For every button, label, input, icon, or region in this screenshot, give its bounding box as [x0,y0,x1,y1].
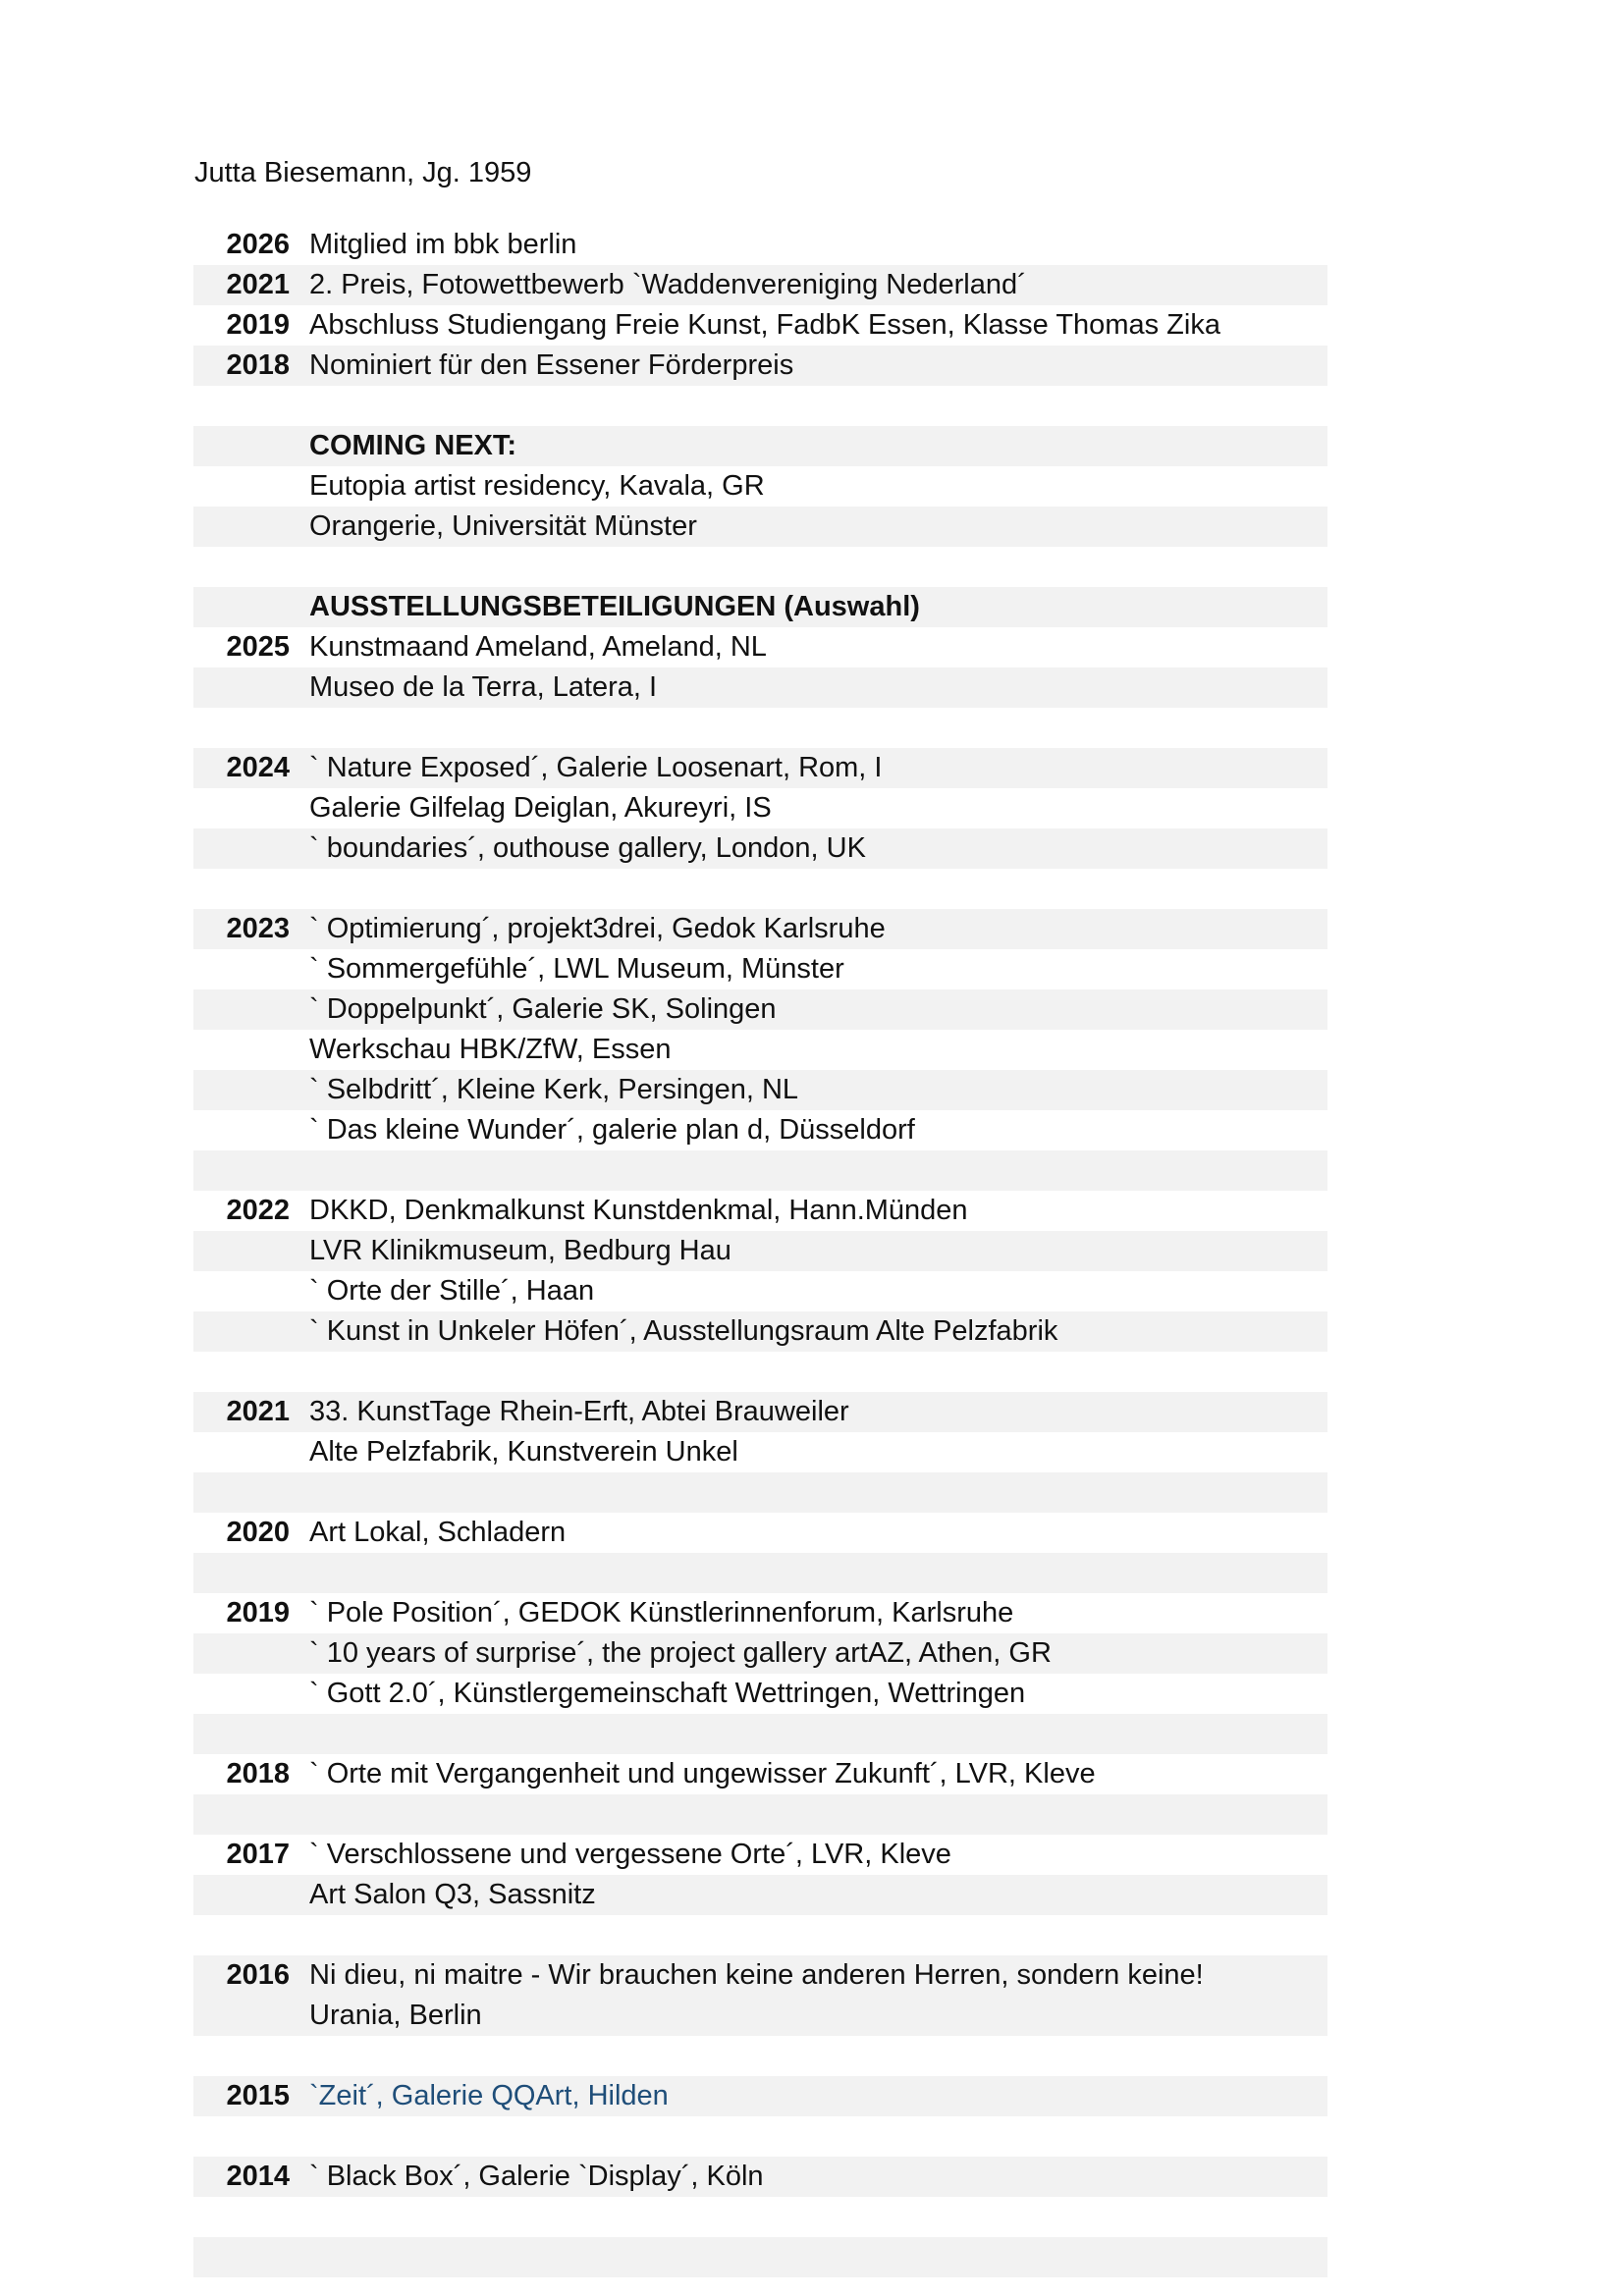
cv-row [193,1875,1327,1915]
cv-year: 2021 [226,1396,290,1427]
cv-row [193,2076,1327,2116]
cv-row [193,1070,1327,1110]
cv-row [193,667,1327,708]
cv-year: 2026 [226,229,290,260]
cv-entry-text: Urania, Berlin [309,2000,482,2031]
cv-entry-text: Art Salon Q3, Sassnitz [309,1879,596,1910]
cv-year: 2019 [226,1597,290,1629]
cv-row [193,466,1327,507]
cv-year: 2018 [226,1758,290,1789]
cv-row [193,1593,1327,1633]
cv-year: 2023 [226,913,290,944]
cv-row [193,1794,1327,1835]
cv-entry-text: DKKD, Denkmalkunst Kunstdenkmal, Hann.Münden [309,1195,968,1226]
cv-row [193,1835,1327,1875]
cv-entry-text: Werkschau HBK/ZfW, Essen [309,1034,672,1065]
cv-row [193,708,1327,748]
cv-entry-text: ` Pole Position´, GEDOK Künstlerinnenforum, Karlsruhe [309,1597,1014,1629]
cv-entry-text: ` Kunst in Unkeler Höfen´, Ausstellungsraum Alte Pelzfabrik [309,1315,1058,1347]
cv-row [193,1311,1327,1352]
cv-row [193,748,1327,788]
cv-row [193,1633,1327,1674]
cv-row [193,2237,1327,2277]
cv-row [193,1472,1327,1513]
cv-entry-text: Ni dieu, ni maitre - Wir brauchen keine anderen Herren, sondern keine! [309,1959,1204,1991]
cv-table [193,225,1327,2277]
section-heading: COMING NEXT: [309,430,517,461]
cv-row [193,1392,1327,1432]
cv-row [193,989,1327,1030]
cv-entry-text: Eutopia artist residency, Kavala, GR [309,470,765,502]
cv-row [193,507,1327,547]
cv-row [193,2197,1327,2237]
cv-year: 2020 [226,1517,290,1548]
cv-row [193,386,1327,426]
cv-year: 2015 [226,2080,290,2111]
cv-entry-text: LVR Klinikmuseum, Bedburg Hau [309,1235,731,1266]
cv-entry-text: ` boundaries´, outhouse gallery, London, UK [309,832,866,864]
cv-row [193,869,1327,909]
cv-row [193,1553,1327,1593]
cv-entry-text: Kunstmaand Ameland, Ameland, NL [309,631,767,663]
cv-row [193,949,1327,989]
cv-year: 2021 [226,269,290,300]
cv-year: 2024 [226,752,290,783]
document-title: Jutta Biesemann, Jg. 1959 [194,157,532,188]
cv-entry-text: Alte Pelzfabrik, Kunstverein Unkel [309,1436,738,1468]
cv-entry-text: Galerie Gilfelag Deiglan, Akureyri, IS [309,792,772,824]
cv-entry-text: Mitglied im bbk berlin [309,229,577,260]
cv-entry-text: ` Black Box´, Galerie `Display´, Köln [309,2161,764,2192]
cv-entry-text: 2. Preis, Fotowettbewerb `Waddenvereniging Nederland´ [309,269,1027,300]
cv-row [193,305,1327,346]
cv-row [193,547,1327,587]
cv-row [193,587,1327,627]
cv-row [193,346,1327,386]
cv-row [193,1231,1327,1271]
cv-row [193,1432,1327,1472]
cv-year: 2017 [226,1839,290,1870]
cv-row [193,1674,1327,1714]
cv-row [193,1955,1327,1996]
cv-row [193,225,1327,265]
cv-entry-text: ` Orte mit Vergangenheit und ungewisser Zukunft´, LVR, Kleve [309,1758,1096,1789]
cv-entry-text: ` Optimierung´, projekt3drei, Gedok Karlsruhe [309,913,886,944]
cv-entry-text: ` Selbdritt´, Kleine Kerk, Persingen, NL [309,1074,799,1105]
cv-row [193,1030,1327,1070]
cv-row [193,426,1327,466]
cv-year: 2022 [226,1195,290,1226]
cv-entry-text: ` Verschlossene und vergessene Orte´, LVR, Kleve [309,1839,951,1870]
cv-entry-text: ` Orte der Stille´, Haan [309,1275,595,1307]
cv-row [193,1915,1327,1955]
cv-row [193,1352,1327,1392]
cv-row [193,909,1327,949]
cv-entry-text: 33. KunstTage Rhein-Erft, Abtei Brauweiler [309,1396,849,1427]
cv-entry-text: Museo de la Terra, Latera, I [309,671,658,703]
cv-row [193,2036,1327,2076]
cv-row [193,828,1327,869]
cv-entry-text: Orangerie, Universität Münster [309,510,697,542]
cv-entry-text: Nominiert für den Essener Förderpreis [309,349,794,381]
cv-row [193,1714,1327,1754]
cv-entry-text: ` Gott 2.0´, Künstlergemeinschaft Wettringen, Wettringen [309,1678,1026,1709]
cv-entry-text: Art Lokal, Schladern [309,1517,567,1548]
cv-row [193,1191,1327,1231]
cv-row [193,1110,1327,1150]
cv-row [193,2116,1327,2157]
cv-entry-text: ` Nature Exposed´, Galerie Loosenart, Rom, I [309,752,883,783]
cv-entry-text: ` Das kleine Wunder´, galerie plan d, Düsseldorf [309,1114,915,1146]
cv-entry-text: ` Sommergefühle´, LWL Museum, Münster [309,953,844,985]
cv-row [193,2157,1327,2197]
cv-row [193,265,1327,305]
cv-row [193,1996,1327,2036]
cv-entry-text: `Zeit´, Galerie QQArt, Hilden [309,2080,669,2111]
cv-year: 2014 [226,2161,290,2192]
cv-row [193,1754,1327,1794]
cv-entry-text: Abschluss Studiengang Freie Kunst, FadbK Essen, Klasse Thomas Zika [309,309,1220,341]
cv-row [193,1150,1327,1191]
cv-year: 2019 [226,309,290,341]
cv-row [193,1513,1327,1553]
cv-year: 2016 [226,1959,290,1991]
section-heading: AUSSTELLUNGSBETEILIGUNGEN (Auswahl) [309,591,920,622]
cv-year: 2018 [226,349,290,381]
cv-row [193,1271,1327,1311]
cv-entry-text: ` Doppelpunkt´, Galerie SK, Solingen [309,993,777,1025]
cv-year: 2025 [226,631,290,663]
cv-row [193,627,1327,667]
cv-row [193,788,1327,828]
cv-entry-text: ` 10 years of surprise´, the project gallery artAZ, Athen, GR [309,1637,1052,1669]
